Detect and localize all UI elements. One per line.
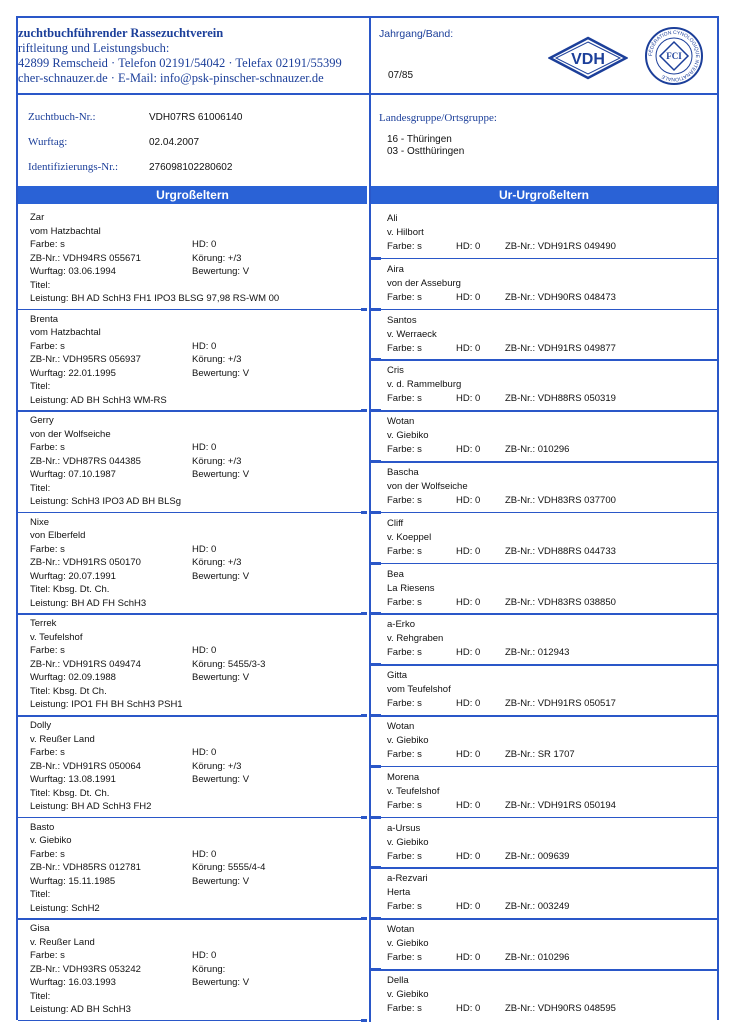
ug-kennel: von der Wolfseiche (30, 428, 111, 440)
uu-zb: ZB-Nr.: 003249 (505, 901, 570, 913)
uu-farbe: Farbe: s (387, 799, 422, 811)
ug-wurftag: Wurftag: 16.03.1993 (30, 977, 116, 989)
pedigree-page (16, 16, 719, 1020)
vdh-logo (548, 36, 628, 80)
ug-titel: Titel: Kbsg. Dt. Ch. (30, 787, 110, 799)
ug-kennel: v. Reußer Land (30, 733, 95, 745)
uu-farbe: Farbe: s (387, 952, 422, 964)
ug-kennel: v. Reußer Land (30, 936, 95, 948)
ur-urgrosselter-entry (371, 411, 717, 462)
uu-kennel: von der Wolfseiche (387, 481, 468, 492)
uu-name: a-Erko (387, 619, 415, 631)
ug-titel: Titel: Kbsg. Dt Ch. (30, 685, 107, 697)
ug-farbe: Farbe: s (30, 239, 65, 250)
uu-name: Morena (387, 771, 420, 783)
wurftag-value: 02.04.2007 (149, 137, 200, 148)
ur-urgrosselter-entry (371, 513, 717, 564)
ur-urgrosselter-entry (371, 259, 717, 310)
ur-urgrosselter-entry (371, 716, 717, 767)
ident-label: Identifizierungs-Nr.: (28, 161, 119, 173)
uu-hd: HD: 0 (456, 698, 481, 710)
ug-leistung: Leistung: BH AD SchH3 FH2 (30, 801, 152, 812)
uu-zb: ZB-Nr.: VDH90RS 048473 (505, 291, 616, 303)
ident-value: 276098102280602 (149, 162, 233, 173)
uu-kennel: La Riesens (387, 582, 435, 594)
ug-leistung: Leistung: BH AD SchH3 FH1 IPO3 BLSG 97,98 RS-WM 00 (30, 293, 280, 304)
urgrosselter-entry (18, 716, 367, 818)
uu-hd: HD: 0 (456, 393, 481, 405)
ug-hd: HD: 0 (192, 340, 217, 352)
fci-ring-text: FÉDÉRATION CYNOLOGIQUE INTERNATIONALE (647, 29, 701, 83)
ug-bewertung: Bewertung: V (192, 367, 250, 379)
uu-zb: ZB-Nr.: VDH83RS 037700 (505, 495, 616, 506)
uu-zb: ZB-Nr.: 009639 (505, 850, 570, 862)
ug-zb: ZB-Nr.: VDH91RS 049474 (30, 658, 141, 670)
uu-zb: ZB-Nr.: VDH88RS 044733 (505, 545, 616, 557)
ur-urgrosselter-entry (371, 970, 717, 1021)
uu-name: Aira (387, 263, 404, 275)
ur-urgrosselter-entry (371, 208, 717, 259)
urgrosselter-entry (18, 818, 367, 920)
ug-wurftag: Wurftag: 20.07.1991 (30, 570, 116, 582)
ug-wurftag: Wurftag: 03.06.1994 (30, 266, 116, 277)
uu-kennel: v. Giebiko (387, 735, 429, 746)
ug-bewertung: Bewertung: V (192, 774, 250, 785)
uu-name: Bea (387, 568, 404, 580)
ug-titel: Titel: (30, 279, 51, 291)
zuchtbuch-label: Zuchtbuch-Nr.: (28, 111, 96, 123)
urgrosselter-entry (18, 919, 367, 1021)
landesgruppe-line-1: 16 - Thüringen (387, 134, 452, 145)
ug-bewertung: Bewertung: V (192, 875, 250, 887)
uu-hd: HD: 0 (456, 1003, 481, 1014)
ug-koerung: Körung: +/3 (192, 455, 242, 467)
ug-wurftag: Wurftag: 15.11.1985 (30, 875, 116, 887)
ug-wurftag: Wurftag: 07.10.1987 (30, 469, 116, 481)
wurftag-label: Wurftag: (28, 136, 68, 148)
ug-titel: Titel: (30, 482, 51, 494)
ug-zb: ZB-Nr.: VDH93RS 053242 (30, 963, 141, 975)
ug-titel: Titel: (30, 889, 51, 901)
uu-kennel: v. Werraeck (387, 328, 437, 340)
uu-name: Bascha (387, 467, 419, 478)
ug-leistung: Leistung: SchH3 IPO3 AD BH BLSg (30, 496, 182, 508)
uu-name: a-Rezvari (387, 873, 428, 885)
ug-hd: HD: 0 (192, 950, 217, 962)
urgrosselter-entry (18, 513, 367, 615)
vdh-logo-text: VDH (571, 51, 605, 68)
uu-name: Cliff (387, 517, 404, 529)
ug-leistung: Leistung: AD BH SchH3 WM-RS (30, 394, 167, 406)
uu-zb: ZB-Nr.: VDH91RS 050194 (505, 799, 616, 811)
uu-farbe: Farbe: s (387, 291, 422, 303)
uu-kennel: vom Teufelshof (387, 684, 451, 696)
ug-farbe: Farbe: s (30, 747, 65, 758)
ug-farbe: Farbe: s (30, 543, 65, 555)
uu-zb: ZB-Nr.: 012943 (505, 647, 570, 659)
uu-name: a-Ursus (387, 822, 421, 834)
uu-kennel: v. d. Rammelburg (387, 379, 462, 391)
ug-name: Basto (30, 821, 55, 833)
uu-hd: HD: 0 (456, 647, 481, 659)
ug-wurftag: Wurftag: 22.01.1995 (30, 367, 116, 379)
ug-name: Dolly (30, 720, 52, 731)
uu-kennel: v. Hilbort (387, 227, 424, 238)
ur-urgrosselter-entry (371, 310, 717, 361)
ug-titel: Titel: (30, 381, 51, 393)
ug-kennel: v. Teufelshof (30, 631, 83, 643)
uu-hd: HD: 0 (456, 901, 481, 913)
uu-zb: ZB-Nr.: VDH91RS 049877 (505, 342, 616, 354)
uu-hd: HD: 0 (456, 444, 481, 456)
club-header-line-4: cher-schnauzer.de · E-Mail: info@psk-pinscher-schnauzer.de (18, 71, 324, 85)
uu-farbe: Farbe: s (387, 495, 422, 506)
ur-urgrosselter-entry (371, 462, 717, 513)
ur-urgrosselter-entry (371, 868, 717, 919)
uu-kennel: Herta (387, 887, 411, 899)
fci-logo (644, 26, 704, 86)
ug-zb: ZB-Nr.: VDH91RS 050170 (30, 557, 141, 569)
ug-bewertung: Bewertung: V (192, 977, 250, 989)
uu-kennel: v. Rehgraben (387, 633, 444, 645)
ug-zb: ZB-Nr.: VDH91RS 050064 (30, 760, 141, 772)
landesgruppe-line-2: 03 - Ostthüringen (387, 146, 465, 157)
ug-titel: Titel: (30, 990, 51, 1002)
ug-zb: ZB-Nr.: VDH87RS 044385 (30, 455, 141, 467)
uu-name: Ali (387, 213, 398, 224)
ug-farbe: Farbe: s (30, 442, 65, 454)
uu-name: Gitta (387, 670, 408, 682)
ug-kennel: vom Hatzbachtal (30, 327, 101, 339)
zuchtbuch-value: VDH07RS 61006140 (149, 112, 243, 123)
ug-farbe: Farbe: s (30, 848, 65, 860)
uu-kennel: v. Koeppel (387, 531, 432, 543)
jahrgang-label: Jahrgang/Band: (379, 28, 454, 40)
ug-bewertung: Bewertung: V (192, 672, 250, 684)
ug-hd: HD: 0 (192, 645, 217, 657)
ug-leistung: Leistung: BH AD FH SchH3 (30, 597, 147, 609)
ug-koerung: Körung: +/3 (192, 252, 242, 264)
uu-kennel: v. Giebiko (387, 836, 429, 848)
uu-hd: HD: 0 (456, 799, 481, 811)
ug-farbe: Farbe: s (30, 645, 65, 657)
ug-farbe: Farbe: s (30, 340, 65, 352)
uu-kennel: v. Giebiko (387, 938, 429, 950)
urgrosselter-entry (18, 614, 367, 716)
ug-koerung: Körung: +/3 (192, 760, 242, 772)
uu-farbe: Farbe: s (387, 241, 422, 252)
ug-koerung: Körung: 5455/3-3 (192, 658, 266, 670)
jahrgang-value: 07/85 (388, 70, 414, 81)
header-divider (18, 93, 717, 95)
ug-kennel: vom Hatzbachtal (30, 225, 101, 237)
uu-hd: HD: 0 (456, 291, 481, 303)
uu-kennel: v. Teufelshof (387, 785, 440, 797)
ug-zb: ZB-Nr.: VDH95RS 056937 (30, 354, 141, 366)
uu-farbe: Farbe: s (387, 850, 422, 862)
ug-name: Terrek (30, 618, 57, 630)
ug-koerung: Körung: 5555/4-4 (192, 862, 266, 874)
ur-urgrosselter-entry (371, 665, 717, 716)
ur-urgrosselter-entry (371, 360, 717, 411)
uu-zb: ZB-Nr.: VDH83RS 038850 (505, 596, 616, 608)
ur-urgrosselter-entry (371, 564, 717, 615)
uu-zb: ZB-Nr.: 010296 (505, 952, 570, 964)
ug-zb: ZB-Nr.: VDH94RS 055671 (30, 252, 141, 264)
ur-urgrosseltern-header: Ur-Urgroßeltern (371, 186, 717, 204)
uu-zb: ZB-Nr.: VDH90RS 048595 (505, 1003, 616, 1014)
uu-zb: ZB-Nr.: SR 1707 (505, 749, 575, 760)
ug-name: Nixe (30, 516, 50, 528)
uu-kennel: v. Giebiko (387, 430, 429, 442)
ug-hd: HD: 0 (192, 747, 217, 758)
ug-name: Brenta (30, 313, 58, 325)
ug-hd: HD: 0 (192, 543, 217, 555)
uu-farbe: Farbe: s (387, 342, 422, 354)
urgrosselter-entry (18, 310, 367, 412)
uu-name: Santos (387, 314, 417, 326)
uu-name: Wotan (387, 416, 415, 428)
ug-hd: HD: 0 (192, 442, 217, 454)
ug-titel: Titel: Kbsg. Dt. Ch. (30, 584, 110, 596)
uu-farbe: Farbe: s (387, 545, 422, 557)
ug-koerung: Körung: (192, 963, 226, 975)
ug-wurftag: Wurftag: 13.08.1991 (30, 774, 116, 785)
ur-urgrosselter-entry (371, 919, 717, 970)
urgrosseltern-header: Urgroßeltern (18, 186, 367, 204)
ug-bewertung: Bewertung: V (192, 469, 250, 481)
ug-koerung: Körung: +/3 (192, 557, 242, 569)
uu-hd: HD: 0 (456, 952, 481, 964)
uu-name: Della (387, 975, 409, 986)
club-header-line-1: zuchtbuchführender Rassezuchtverein (18, 26, 224, 40)
ug-kennel: von Elberfeld (30, 530, 86, 542)
uu-farbe: Farbe: s (387, 647, 422, 659)
ug-wurftag: Wurftag: 02.09.1988 (30, 672, 116, 684)
ug-leistung: Leistung: IPO1 FH BH SchH3 PSH1 (30, 699, 183, 711)
ug-name: Gisa (30, 923, 50, 935)
ug-hd: HD: 0 (192, 848, 217, 860)
club-header-line-3: 42899 Remscheid · Telefon 02191/54042 · Telefax 02191/55399 (18, 56, 342, 70)
uu-hd: HD: 0 (456, 545, 481, 557)
uu-zb: ZB-Nr.: VDH88RS 050319 (505, 393, 616, 405)
ug-zb: ZB-Nr.: VDH85RS 012781 (30, 862, 141, 874)
uu-zb: ZB-Nr.: VDH91RS 049490 (505, 241, 616, 252)
uu-kennel: von der Asseburg (387, 277, 461, 289)
uu-farbe: Farbe: s (387, 1003, 422, 1014)
ug-farbe: Farbe: s (30, 950, 65, 962)
uu-kennel: v. Giebiko (387, 989, 429, 1000)
uu-farbe: Farbe: s (387, 749, 422, 760)
landesgruppe-value (387, 134, 464, 158)
ug-hd: HD: 0 (192, 239, 217, 250)
ug-leistung: Leistung: SchH2 (30, 902, 100, 914)
uu-name: Wotan (387, 721, 415, 732)
uu-hd: HD: 0 (456, 596, 481, 608)
uu-name: Cris (387, 365, 404, 377)
ug-leistung: Leistung: AD BH SchH3 (30, 1004, 131, 1016)
ug-bewertung: Bewertung: V (192, 570, 250, 582)
club-header (18, 26, 363, 86)
uu-farbe: Farbe: s (387, 444, 422, 456)
ug-kennel: v. Giebiko (30, 835, 72, 847)
uu-farbe: Farbe: s (387, 393, 422, 405)
uu-hd: HD: 0 (456, 495, 481, 506)
uu-hd: HD: 0 (456, 241, 481, 252)
uu-zb: ZB-Nr.: VDH91RS 050517 (505, 698, 616, 710)
ug-name: Gerry (30, 415, 54, 427)
urgrosselter-entry (18, 208, 367, 310)
ur-urgrosselter-entry (371, 614, 717, 665)
ug-koerung: Körung: +/3 (192, 354, 242, 366)
club-header-line-2: riftleitung und Leistungsbuch: (18, 41, 170, 55)
ur-urgrosselter-entry (371, 767, 717, 818)
uu-farbe: Farbe: s (387, 901, 422, 913)
uu-farbe: Farbe: s (387, 596, 422, 608)
uu-farbe: Farbe: s (387, 698, 422, 710)
ug-bewertung: Bewertung: V (192, 266, 250, 277)
ur-urgrosselter-entry (371, 818, 717, 869)
uu-hd: HD: 0 (456, 342, 481, 354)
fci-logo-text: FCI (666, 51, 682, 61)
ug-separator (18, 1020, 367, 1022)
uu-zb: ZB-Nr.: 010296 (505, 444, 570, 456)
uu-name: Wotan (387, 924, 415, 936)
landesgruppe-label: Landesgruppe/Ortsgruppe: (379, 112, 497, 124)
urgrosselter-entry (18, 411, 367, 513)
uu-hd: HD: 0 (456, 749, 481, 760)
uu-hd: HD: 0 (456, 850, 481, 862)
ug-name: Zar (30, 212, 45, 223)
